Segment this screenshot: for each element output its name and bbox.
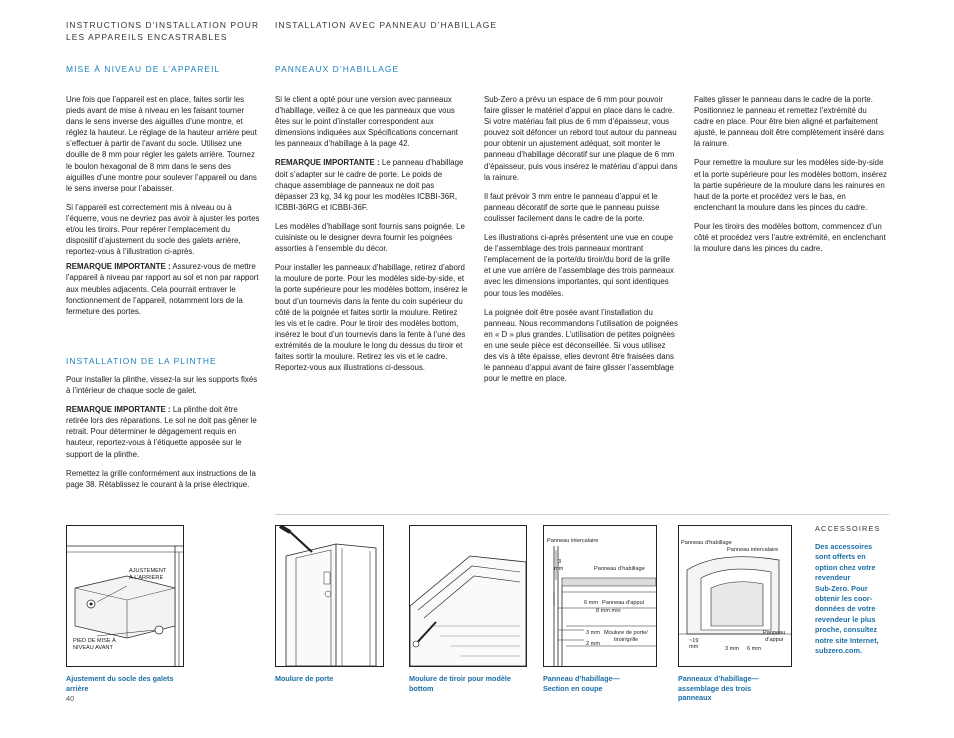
label-19: ~19 bbox=[689, 638, 699, 644]
label-3: 3 bbox=[558, 559, 562, 565]
column-2 bbox=[275, 94, 468, 381]
paragraph: Pour installer la plinthe, vissez-la sur les supports fixés à l’intérieur de chaque socle de galet. bbox=[66, 375, 258, 396]
label-2mm: 2 mm bbox=[586, 641, 600, 647]
column-4 bbox=[694, 94, 888, 262]
column-1 bbox=[66, 94, 261, 325]
figure-label-front-foot-2: NIVEAU AVANT bbox=[73, 645, 113, 651]
paragraph: Faites glisser le panneau dans le cadre de la porte. Positionnez le panneau et remettez l’extrémité du cadre en place. Pour être bien aligné et parfaitement ajusté, le panneau doit être complètement inséré dans la rainure. bbox=[694, 95, 884, 149]
running-header-left bbox=[66, 19, 259, 43]
label-molding-1: Moulure de porte/ bbox=[604, 630, 648, 636]
label-overlay-panel: Panneau d’habillage bbox=[594, 566, 645, 572]
figure-label-rear-adjustment-2: À L’ARRIÈRE bbox=[129, 575, 164, 581]
paragraph-note: REMARQUE IMPORTANTE : Assurez-vous de mettre l’appareil à niveau par rapport au sol et non par rapport aux meubles adjacents. Cela pourrait entraver le fonctionnement de l’appareil, notamment lors de la fermeture des portes. bbox=[66, 262, 259, 316]
label-6mm: 6 mm bbox=[584, 600, 598, 606]
label-overlay-panel: Panneau d’habillage bbox=[681, 540, 732, 546]
running-header-right: INSTALLATION AVEC PANNEAU D’HABILLAGE bbox=[275, 20, 498, 30]
assembly-diagram bbox=[679, 526, 791, 666]
column-1-part-2 bbox=[66, 374, 261, 498]
label-3mm: 3 mm bbox=[725, 646, 739, 652]
paragraph: Sub-Zero a prévu un espace de 6 mm pour pouvoir faire glisser le matériel d’appui en place dans le cadre. Si votre matériau fait plus de 6 mm d’épaisseur, vous pouvez soit défoncer un rebord tout autour du panneau pour obtenir un ajustement adéquat, soit monter le panneau d’habillage décoratif sur une plaque de 6 mm d’épaisseur, puis vous insérez le matériau d’appui dans la rainure. bbox=[484, 95, 678, 182]
label-spacer-panel: Panneau intercalaire bbox=[547, 538, 599, 544]
paragraph: Remettez la grille conformément aux instructions de la page 38. Rétablissez le courant à la prise électrique. bbox=[66, 468, 256, 489]
section-title-panels: PANNEAUX D’HABILLAGE bbox=[275, 64, 400, 74]
figure-drawer-molding bbox=[409, 525, 527, 667]
figure-caption: Panneau d’habillage— Section en coupe bbox=[543, 674, 620, 693]
figure-caption: Moulure de porte bbox=[275, 674, 334, 683]
header-left-line-1: INSTRUCTIONS D’INSTALLATION POUR bbox=[66, 20, 260, 30]
label-mm: mm bbox=[689, 644, 699, 650]
paragraph: Pour installer les panneaux d’habillage, retirez d’abord la moulure de porte. Pour les modèles side-by-side, et la porte supérieure pour les modèles bottom, insérez le bout d’un tournevis dans la fente du coin supérieur du côté de la poignée et faites sortir la moulure. Retirez les vis et le cadre. Pour le tiroir des modèles bottom, insérez le bout d’un tournevis dans la fente à l’une des extrémités de la moulure le long du dessus du tiroir et faites sortir la moulure. Retirez les vis et le cadre. Reportez-vous aux illustrations ci-dessous. bbox=[275, 263, 468, 373]
label-backing-1: Panneau bbox=[763, 630, 786, 636]
figure-caption: Panneaux d’habillage— assemblage des trois panneaux bbox=[678, 674, 759, 703]
paragraph: Si le client a opté pour une version avec panneaux d’habillage, veillez à ce que les panneaux que vous êtes sur le point d’installer correspondent aux dimensions indiquées aux Spécifications concernant les panneaux d’habillage à la page 42. bbox=[275, 95, 458, 149]
figure-panel-cross-section bbox=[543, 525, 657, 667]
figure-door-molding bbox=[275, 525, 384, 667]
accessories-title: ACCESSOIRES bbox=[815, 524, 881, 533]
page-number: 40 bbox=[66, 694, 75, 703]
paragraph: Si l’appareil est correctement mis à niveau ou à l’équerre, vous ne devriez pas avoir à ajuster les portes et/ou les tiroirs. Pour repérer l’emplacement du dispositif d’ajustement du socle des galets arrière, reportez-vous à l’illustration ci-après. bbox=[66, 202, 260, 257]
label-spacer-panel: Panneau intercalaire bbox=[727, 547, 779, 553]
paragraph: Les modèles d’habillage sont fournis sans poignée. Le cuisiniste ou le designer devra fournir les poignées assorties à l’ensemble du décor. bbox=[275, 221, 465, 254]
cross-section-diagram bbox=[544, 526, 656, 666]
accessories-text: Des accessoires sont offerts en option chez votre revendeur Sub-Zero. Pour obtenir les coor- données de votre revendeur le plus proche, consultez notre site Internet, subzero.com. bbox=[815, 542, 879, 656]
label-3mm: 3 mm bbox=[586, 630, 600, 636]
figure-label-front-foot-1: PIED DE MISE À bbox=[73, 638, 116, 644]
door-molding-illustration bbox=[276, 526, 383, 666]
paragraph: Une fois que l’appareil est en place, faites sortir les pieds avant de mise à niveau en les faisant tourner dans le sens inverse des aiguilles d’une montre, et réglez la hauteur. Le réglage de la hauteur arrière peut s’effectuer à partir de l’avant du socle. Utilisez une douille de 8 mm pour régler les galets arrière. Tournez le boulon hexagonal de 8 mm dans le sens des aiguilles d’une montre pour soulever l’appareil ou dans le sens inverse pour l’abaisser. bbox=[66, 95, 257, 193]
section-title-leveling: MISE À NIVEAU DE L’APPAREIL bbox=[66, 64, 221, 74]
roller-base-illustration bbox=[67, 526, 183, 666]
label-8mm-min: 8 mm min bbox=[596, 608, 621, 614]
paragraph-note: REMARQUE IMPORTANTE : La plinthe doit être retirée lors des réparations. Le sol ne doit pas gêner le retrait. Pour déterminer le dégagement requis en hauteur, reportez-vous à l’étiquette apposée sur le support de la plinthe. bbox=[66, 405, 257, 459]
drawer-molding-illustration bbox=[410, 526, 526, 666]
label-backing-2: d’appui bbox=[765, 637, 784, 643]
figure-label-rear-adjustment-1: AJUSTEMENT bbox=[129, 568, 167, 574]
figure-three-panel-assembly bbox=[678, 525, 792, 667]
header-left-line-2: LES APPAREILS ENCASTRABLES bbox=[66, 32, 228, 42]
figure-caption: Moulure de tiroir pour modèle bottom bbox=[409, 674, 511, 693]
figure-caption: Ajustement du socle des galets arrière bbox=[66, 674, 174, 693]
column-3 bbox=[484, 94, 678, 392]
paragraph: Pour les tiroirs des modèles bottom, commencez d’un côté et procédez vers l’autre extrémité, en enclenchant la moulure dans les pinces du cadre. bbox=[694, 221, 886, 254]
section-divider bbox=[275, 514, 889, 515]
paragraph-note: REMARQUE IMPORTANTE : Le panneau d’habillage doit s’adapter sur le cadre de porte. Le poids de chaque assemblage de panneaux ne doit pas dépasser 23 kg, 34 kg pour les modèles ICBBI-36R, ICBBI-36RG et ICBBI-36F. bbox=[275, 158, 464, 212]
paragraph: Les illustrations ci-après présentent une vue en coupe de l’assemblage des trois panneaux montrant l’emplacement de la porte/du tiroir/du bord de la grille et une vue arrière de l’assemblage des trois panneaux avec les dimensions importantes, qui sont identiques pour tous les modèles. bbox=[484, 233, 674, 298]
label-molding-2: tiroir/grille bbox=[614, 637, 639, 643]
paragraph: Pour remettre la moulure sur les modèles side-by-side et la porte supérieure pour les modèles bottom, insérez la partie supérieure de la moulure dans les rainures en haut de la porte et procédez vers le bas, en enclenchant la moulure dans les pinces du cadre. bbox=[694, 158, 887, 212]
paragraph: La poignée doit être posée avant l’installation du panneau. Nous recommandons l’utilisation de poignées en « D » plus grandes. L’utilisation de petites poignées en une seule pièce est déconseillée. Si vous utilisez des vis à tête épaisse, elles devront être fraisées dans le panneau d’appui avant de faire glisser l’assemblage pour le mettre en place. bbox=[484, 307, 678, 384]
figure-rear-roller-adjustment bbox=[66, 525, 184, 667]
label-mm: mm bbox=[554, 566, 564, 572]
label-backing-panel: Panneau d’appui bbox=[602, 600, 644, 606]
section-title-plinth: INSTALLATION DE LA PLINTHE bbox=[66, 356, 217, 366]
label-6mm: 6 mm bbox=[747, 646, 761, 652]
paragraph: Il faut prévoir 3 mm entre le panneau d’appui et le panneau décoratif de sorte que le panneau puisse coulisser facilement dans le cadre de la porte. bbox=[484, 191, 660, 223]
